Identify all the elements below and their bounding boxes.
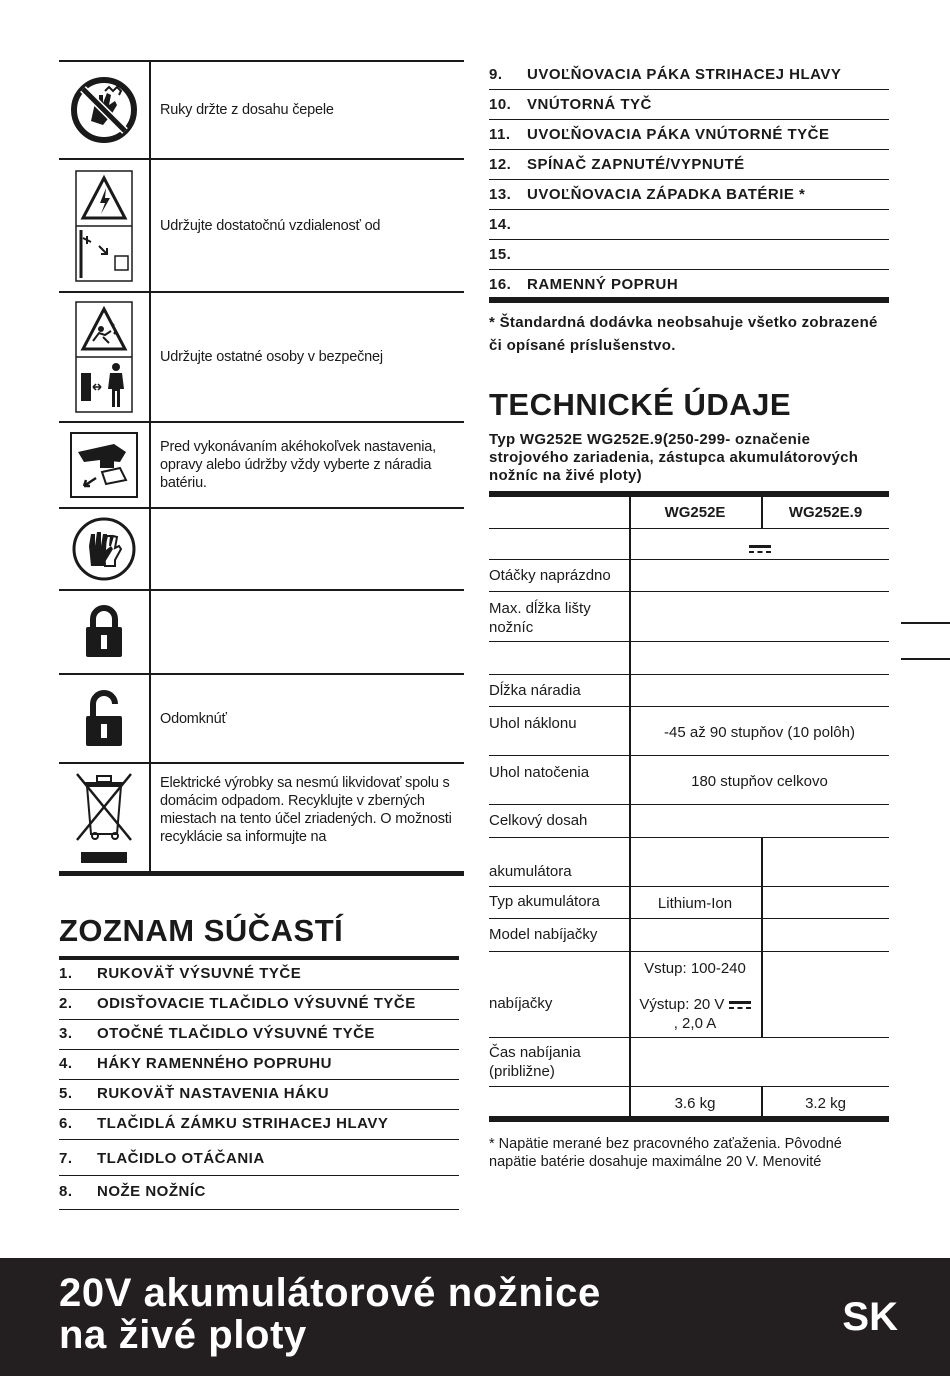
dc-voltage-icon	[630, 539, 889, 558]
symbol-row	[59, 421, 464, 507]
dc-voltage-icon	[729, 1001, 751, 1009]
list-item-label: TLAČIDLÁ ZÁMKU STRIHACEJ HLAVY	[97, 1115, 389, 1132]
list-item-number: 14.	[489, 216, 512, 233]
list-item	[59, 1140, 459, 1176]
row-value: Lithium-Ion	[657, 895, 733, 912]
parts-heading: ZOZNAM SÚČASTÍ	[59, 913, 344, 948]
row-label: Typ akumulátora	[489, 893, 600, 910]
symbol-row	[59, 507, 464, 589]
row-label: Otáčky naprázdno	[489, 567, 611, 584]
list-item-label: UVOĽŇOVACIA PÁKA VNÚTORNÉ TYČE	[527, 126, 830, 143]
charger-output-current: , 2,0 A	[673, 1015, 717, 1032]
list-item	[59, 1050, 459, 1080]
symbol-text: Odomknúť	[160, 710, 227, 727]
wear-gloves-icon	[59, 509, 151, 589]
list-item-number: 16.	[489, 276, 512, 293]
list-item-label: NOŽE NOŽNÍC	[97, 1183, 206, 1200]
tech-row	[489, 642, 889, 675]
list-item-number: 2.	[59, 995, 73, 1012]
locked-padlock-icon	[59, 591, 151, 673]
tech-row	[489, 560, 889, 592]
list-item	[59, 960, 459, 990]
row-label: Uhol natočenia	[489, 764, 590, 781]
list-item-number: 9.	[489, 66, 503, 83]
tech-heading: TECHNICKÉ ÚDAJE	[489, 387, 792, 422]
list-item-number: 15.	[489, 246, 512, 263]
list-item-number: 4.	[59, 1055, 73, 1072]
list-item-number: 8.	[59, 1183, 73, 1200]
list-item-label: OTOČNÉ TLAČIDLO VÝSUVNÉ TYČE	[97, 1025, 375, 1042]
symbol-text: Udržujte dostatočnú vzdialenosť od	[160, 217, 381, 234]
list-item	[489, 120, 889, 150]
list-item-label: RUKOVÄŤ VÝSUVNÉ TYČE	[97, 965, 302, 982]
symbol-text: Elektrické výrobky sa nesmú likvidovať spolu s domácim odpadom. Recyklujte v zberných miestach na tento účel zriadených. O možnosti recyklácie sa informujte na	[160, 775, 452, 845]
symbol-text: Pred vykonávaním akéhokoľvek nastavenia, opravy alebo údržby vždy vyberte z náradia batériu.	[160, 439, 436, 491]
tech-row	[489, 675, 889, 707]
symbol-text: Udržujte ostatné osoby v bezpečnej	[160, 349, 383, 365]
table-bottom-rule	[59, 871, 464, 876]
tech-row	[489, 1087, 889, 1117]
row-label: Model nabíjačky	[489, 926, 598, 943]
tech-row	[489, 529, 889, 560]
no-hands-near-blade-icon	[59, 62, 151, 158]
list-item	[59, 990, 459, 1020]
list-item-label: RUKOVÄŤ NASTAVENIA HÁKU	[97, 1085, 330, 1102]
list-item	[489, 90, 889, 120]
unlocked-padlock-icon	[59, 675, 151, 762]
table-divider	[761, 1087, 763, 1117]
list-item	[59, 1176, 459, 1210]
symbol-text	[160, 509, 454, 589]
list-item-number: 12.	[489, 156, 512, 173]
list-item	[489, 60, 889, 90]
tech-bottom-rule	[489, 1116, 889, 1122]
weight-value: 3.2 kg	[805, 1095, 846, 1112]
list-item-number: 3.	[59, 1025, 73, 1042]
parts-list-bottom-rule	[489, 297, 889, 303]
tech-subtitle: Typ WG252E WG252E.9(250-299- označenie strojového zariadenia, zástupca akumulátorových nožníc na živé ploty)	[489, 431, 859, 484]
list-item	[59, 1020, 459, 1050]
symbol-row	[59, 673, 464, 762]
tech-row	[489, 887, 889, 919]
symbol-text: Ruky držte z dosahu čepele	[160, 102, 334, 118]
list-item-label: ODISŤOVACIE TLAČIDLO VÝSUVNÉ TYČE	[97, 995, 416, 1012]
footer-title-line1: 20V akumulátorové nožnice	[59, 1271, 601, 1315]
list-item-label: HÁKY RAMENNÉHO POPRUHU	[97, 1055, 332, 1072]
list-item-label: VNÚTORNÁ TYČ	[527, 96, 652, 113]
symbol-row	[59, 762, 464, 871]
tech-row	[489, 707, 889, 756]
tech-row	[489, 919, 889, 952]
list-item-label: UVOĽŇOVACIA ZÁPADKA BATÉRIE *	[527, 186, 806, 203]
symbol-text	[160, 591, 454, 673]
table-divider	[761, 497, 763, 529]
row-label: Max. dĺžka lišty nožníc	[489, 600, 591, 636]
list-item-number: 6.	[59, 1115, 73, 1132]
list-item-label: TLAČIDLO OTÁČANIA	[97, 1150, 265, 1167]
footer-title	[59, 1272, 601, 1356]
list-item	[489, 270, 889, 298]
row-value: 180 stupňov celkovo	[691, 773, 828, 790]
parts-note: * Štandardná dodávka neobsahuje všetko zobrazené či opísané príslušenstvo.	[489, 314, 878, 354]
list-item	[489, 180, 889, 210]
list-item-number: 10.	[489, 96, 512, 113]
remove-battery-icon	[59, 423, 151, 507]
tech-row	[489, 1038, 889, 1087]
tech-row	[489, 838, 889, 887]
list-item-number: 5.	[59, 1085, 73, 1102]
row-label: Dĺžka náradia	[489, 682, 581, 699]
list-item	[489, 150, 889, 180]
list-item-number: 13.	[489, 186, 512, 203]
list-item	[59, 1080, 459, 1110]
tech-row	[489, 756, 889, 805]
weight-value: 3.6 kg	[674, 1095, 716, 1112]
tech-row	[489, 805, 889, 838]
table-divider	[629, 497, 631, 1117]
tech-row	[489, 592, 889, 642]
list-item-label: UVOĽŇOVACIA PÁKA STRIHACEJ HLAVY	[527, 66, 842, 83]
keep-bystanders-away-icon	[59, 293, 151, 421]
list-item	[59, 1110, 459, 1140]
list-item	[489, 210, 889, 240]
row-label: akumulátora	[489, 863, 572, 880]
language-code: SK	[842, 1295, 898, 1339]
list-item-label: SPÍNAČ ZAPNUTÉ/VYPNUTÉ	[527, 156, 745, 173]
charger-output	[630, 995, 760, 1014]
weee-crossed-bin-icon	[59, 764, 151, 871]
table-divider	[761, 838, 763, 1038]
page-edge-mark	[901, 622, 950, 624]
tech-row	[489, 497, 889, 529]
tech-row	[489, 952, 889, 1038]
footer-title-line2: na živé ploty	[59, 1313, 307, 1357]
list-item-number: 11.	[489, 126, 511, 143]
col-header-wg252e9: WG252E.9	[788, 504, 863, 521]
col-header-wg252e: WG252E	[664, 504, 726, 521]
list-item-label: RAMENNÝ POPRUH	[527, 276, 679, 293]
list-item-number: 7.	[59, 1150, 73, 1167]
charger-output-text: Výstup: 20 V	[639, 996, 725, 1013]
symbol-row	[59, 589, 464, 673]
electric-distance-icon	[59, 160, 151, 291]
row-label: Čas nabíjania (približne)	[489, 1044, 581, 1080]
row-value: -45 až 90 stupňov (10 polôh)	[664, 724, 855, 741]
list-item	[489, 240, 889, 270]
symbol-row	[59, 60, 464, 158]
row-label: Celkový dosah	[489, 812, 588, 829]
charger-input: Vstup: 100-240	[644, 960, 746, 977]
symbol-row	[59, 291, 464, 421]
row-label: nabíjačky	[489, 995, 553, 1012]
page-edge-mark	[901, 658, 950, 660]
symbol-row	[59, 158, 464, 291]
list-item-number: 1.	[59, 965, 73, 982]
tech-footnote: * Napätie merané bez pracovného zaťaženia. Pôvodné napätie batérie dosahuje maximálne 20 V. Menovité	[489, 1136, 842, 1170]
row-label: Uhol náklonu	[489, 715, 577, 732]
